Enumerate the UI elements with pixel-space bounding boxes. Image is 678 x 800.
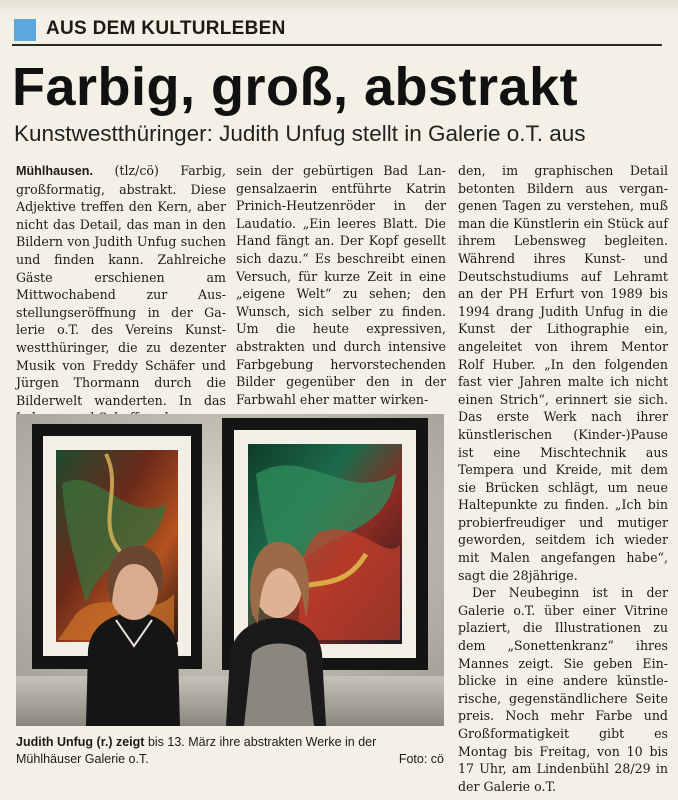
photo-caption [16,734,444,768]
section-label: AUS DEM KULTURLEBEN [46,18,286,39]
exhibition-photo [16,414,444,726]
article-column-1 [16,162,226,427]
page-top-edge [0,0,678,14]
article-column-3 [458,162,668,795]
photo-credit: Foto: cö [398,752,444,766]
subtitle: Kunstwestthüringer: Judith Unfug stellt in Galerie o.T. aus [14,121,586,146]
article-column-2 [236,162,446,408]
caption-lead: Judith Unfug (r.) zeigt [16,735,145,749]
dateline: Mühlhausen. [16,164,93,178]
caption-text: bis 13. März ihre abstrakten Werke in der Mühlhäuser Galerie o.T. [16,735,377,766]
paragraph [16,162,226,427]
paragraph: den, im graphischen Detail betonten Bildern aus vergangenen Tagen zu verstehen, muß man die Künstlerin ein Stück auf ihrem Lebensweg begleiten. Während ihres Kunst- und Deutschstudiums auf Lehramt an der PH Erfurt von 1989 bis 1994 drang Judith Unfug in die Kunst der Lithographie ein, angeleitet von ihrem Mentor Rolf Huber. „In den folgenden fast vier Jahren malte ich nicht einen Strich“, erinnert sie sich. Das erste Werk nach ihrer künstlerischen (Kinder-)Pause ist eine Mischtechnik aus Tempera und Kreide, mit dem sie Brücken schlägt, um neue Haltepunkte zu finden. „Ich bin probierfreudiger und mutiger geworden, seitdem ich wieder mit Malen angefangen habe“, sagt die 28jährige. [458,163,668,583]
exhibition-photo-image [16,414,444,726]
paragraph-text: (tlz/cö) Farbig, großformatig, abstrakt. Diese Adjektive treffen den Kern, aber nicht das Detail, das man in den Bildern von Judith Unfug suchen und finden kann. Zahlreiche Gäste erschienen am Mittwochabend zur Ausstellungseröffnung in der Galerie o.T. des Vereins Kunstwestthüringer, die zu dezenter Musik von Freddy Schäfer und Jürgen Thormann durch die Bilderwelt wanderten. In das [16,163,226,408]
paragraph: Der Neubeginn ist in der Galerie o.T. über einer Vitrine plaziert, die Illustrationen zu dem „Sonettenkranz“ ihres Mannes zeigt. Sie geben Einblicke in eine andere künstlerische, gegenständlichere Seite preis. Noch mehr Farbe und Großformatigkeit gibt es Montag bis Freitag, von 10 bis 17 Uhr, am Lindenbühl 28/29 in der Galerie o.T. [458,585,668,794]
section-header [12,14,662,46]
headline: Farbig, groß, abstrakt [12,57,579,117]
section-square-icon [14,19,36,41]
paragraph: sein der gebürtigen Bad Langensalzaerin entführte Katrin Prinich-Heutzenröder in der Laudatio. „Ein leeres Blatt. Die Hand fängt an. Der Kopf gesellt sich dazu.“ Es beschreibt einen Versuch, für kurze Zeit in eine „eigene Welt“ zu sehen; den Wunsch, sich selber zu finden. Um die heute expressiven, abstrakten und durch intensive Farbgebung hervorstechenden Bilder gegenüber den in der Farbwahl eher matter wirken- [236,163,446,407]
